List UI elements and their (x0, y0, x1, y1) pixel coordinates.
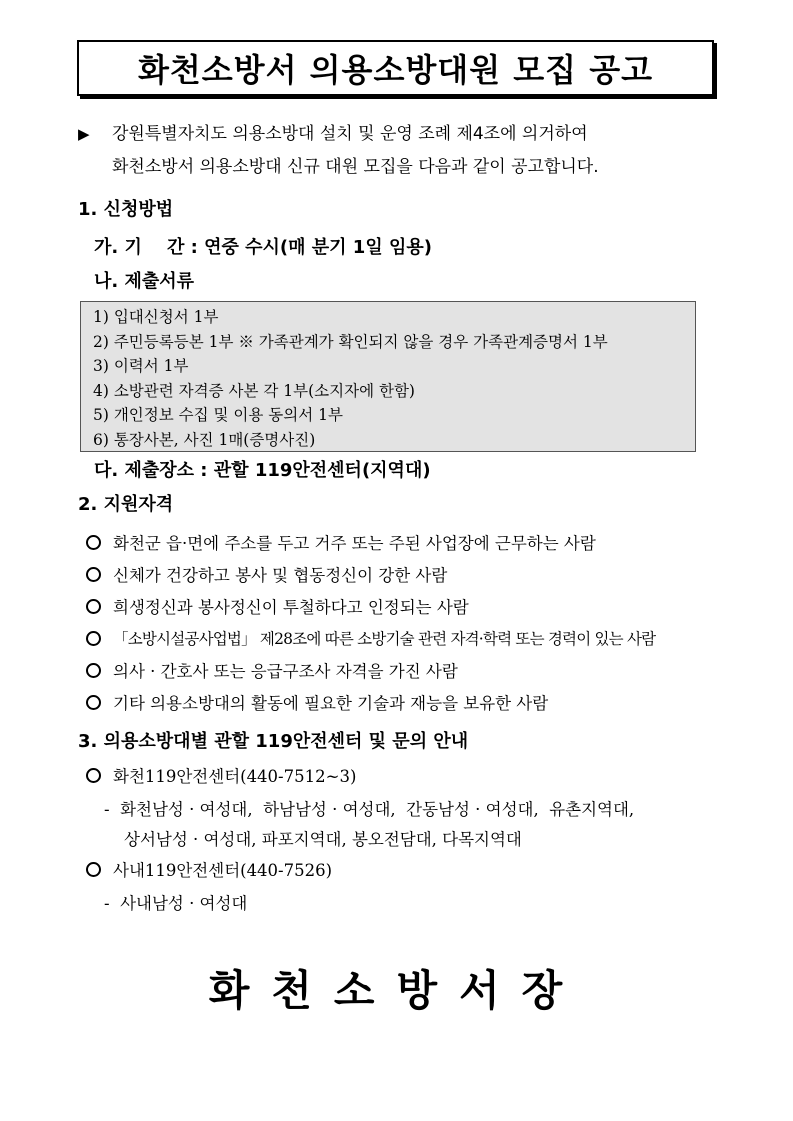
document-item: 3) 이력서 1부 (93, 357, 189, 375)
list-item: 기타 의용소방대의 활동에 필요한 기술과 재능을 보유한 사람 (86, 686, 655, 718)
list-item: 의사 · 간호사 또는 응급구조사 자격을 가진 사람 (86, 654, 655, 686)
intro-line-2: 화천소방서 의용소방대 신규 대원 모집을 다음과 같이 공고합니다. (112, 157, 599, 177)
section-2-heading: 2. 지원자격 (78, 494, 174, 515)
center-sanae (86, 854, 332, 884)
center-units-line: - 사내남성 · 여성대 (104, 894, 248, 913)
center-hwacheon (86, 760, 356, 790)
center-name: 화천119안전센터(440-7512~3) (113, 767, 357, 786)
document-item: 6) 통장사본, 사진 1매(증명사진) (93, 430, 316, 449)
documents-box (80, 301, 696, 452)
list-item: 화천군 읍·면에 주소를 두고 거주 또는 주된 사업장에 근무하는 사람 (86, 526, 655, 558)
signature: 화천소방서장 (208, 966, 585, 1015)
circle-bullet-icon (86, 768, 101, 783)
documents-heading: 나. 제출서류 (94, 271, 195, 292)
circle-bullet-icon (86, 567, 101, 582)
page-title: 화천소방서 의용소방대원 모집 공고 (77, 40, 714, 96)
intro-paragraph (78, 118, 718, 184)
circle-bullet-icon (86, 695, 101, 710)
circle-bullet-icon (86, 535, 101, 550)
section-1-heading: 1. 신청방법 (78, 199, 174, 220)
document-item: 5) 개인정보 수집 및 이용 동의서 1부 (93, 406, 343, 424)
center-units-line: 상서남성 · 여성대, 파포지역대, 봉오전담대, 다목지역대 (124, 830, 522, 849)
circle-bullet-icon (86, 862, 101, 877)
application-period: 가. 기 간 : 연중 수시(매 분기 1일 임용) (94, 237, 432, 258)
circle-bullet-icon (86, 599, 101, 614)
document-item: 1) 입대신청서 1부 (93, 308, 219, 326)
document-item: 2) 주민등록등본 1부 ※ 가족관계가 확인되지 않을 경우 가족관계증명서 1부 (93, 332, 608, 351)
circle-bullet-icon (86, 631, 101, 646)
submission-place: 다. 제출장소 : 관할 119안전센터(지역대) (94, 460, 431, 481)
qualification-list (86, 526, 655, 718)
intro-line-1: 강원특별자치도 의용소방대 설치 및 운영 조례 제4조에 의거하여 (112, 124, 588, 144)
center-units-line: - 화천남성 · 여성대, 하남남성 · 여성대, 간동남성 · 여성대, 유촌지역대, (104, 800, 635, 819)
circle-bullet-icon (86, 663, 101, 678)
center-name: 사내119안전센터(440-7526) (113, 861, 333, 880)
list-item: 신체가 건강하고 봉사 및 협동정신이 강한 사람 (86, 558, 655, 590)
list-item: 희생정신과 봉사정신이 투철하다고 인정되는 사람 (86, 590, 655, 622)
section-3-heading: 3. 의용소방대별 관할 119안전센터 및 문의 안내 (78, 731, 469, 752)
triangle-bullet-icon: ▶ (78, 125, 90, 143)
list-item: 「소방시설공사업법」 제28조에 따른 소방기술 관련 자격·학력 또는 경력이 있는 사람 (86, 622, 655, 654)
document-item: 4) 소방관련 자격증 사본 각 1부(소지자에 한함) (93, 381, 415, 400)
